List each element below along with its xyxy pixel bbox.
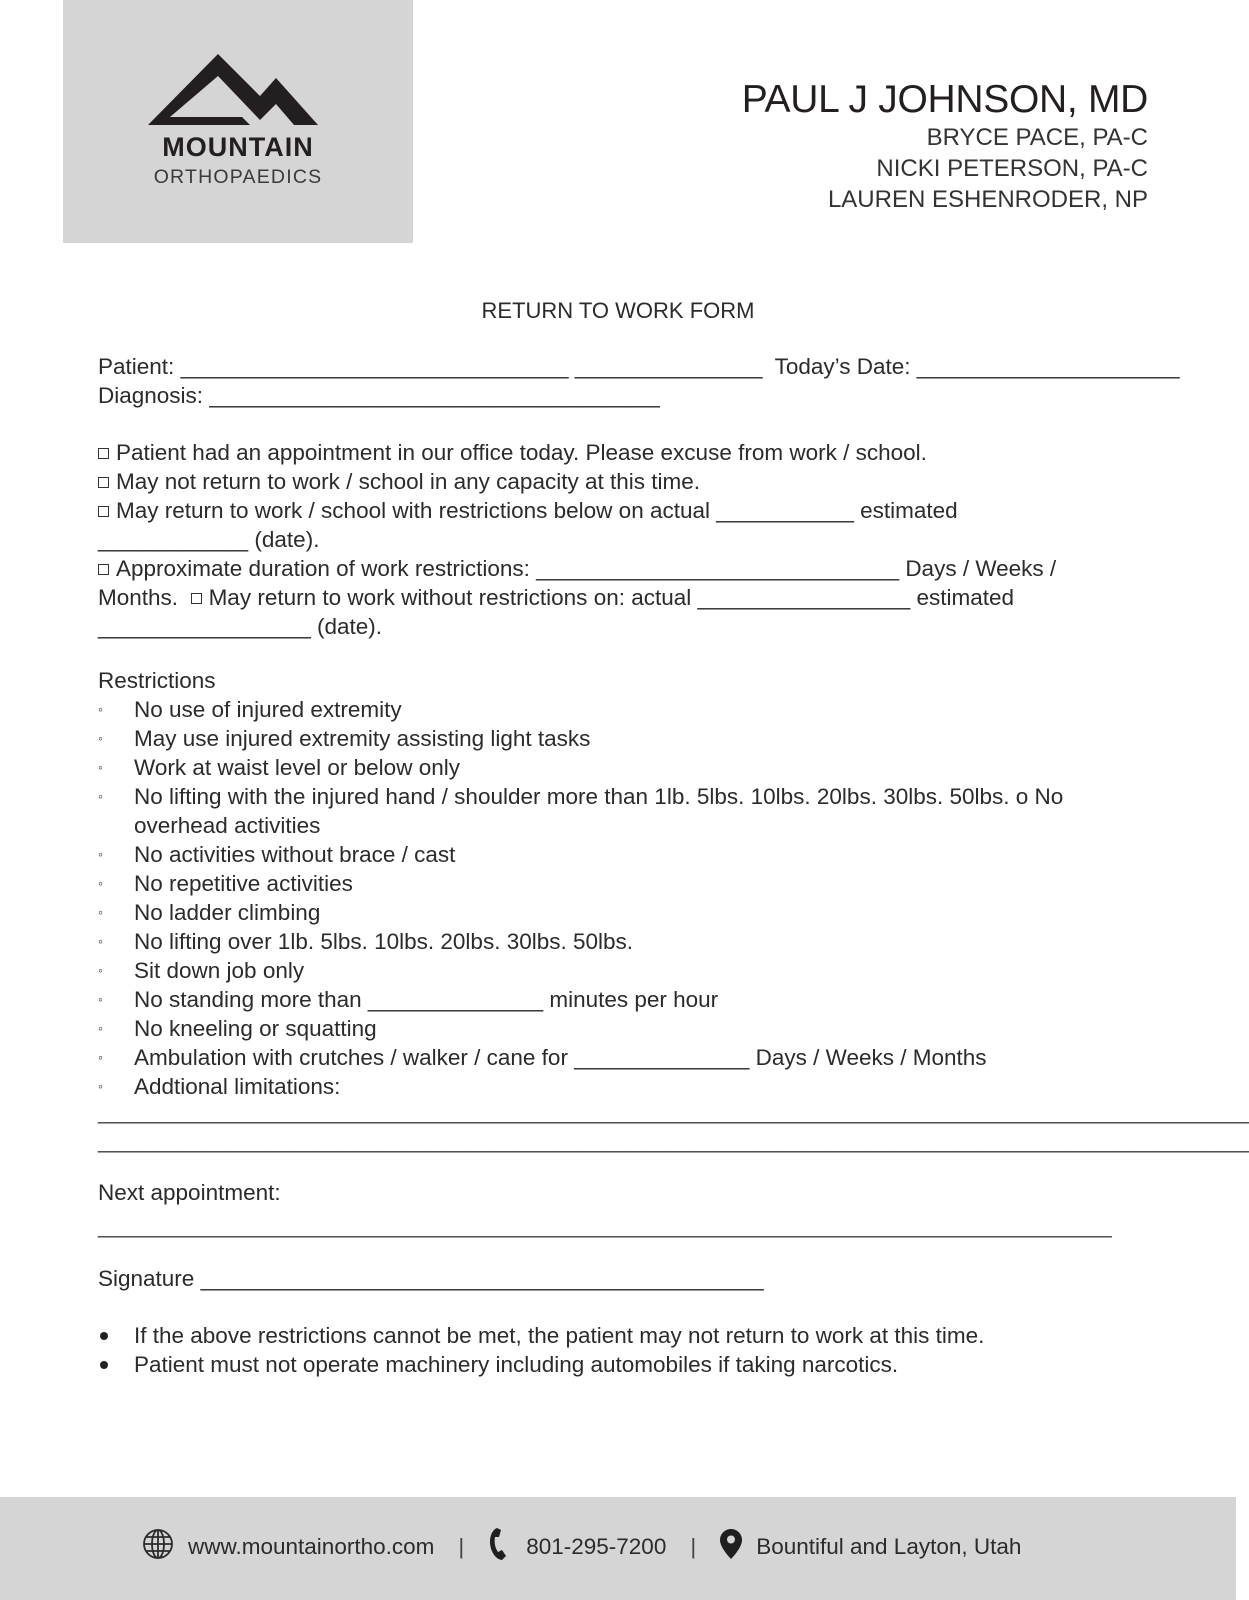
restriction-item[interactable] — [98, 898, 1148, 927]
phone-icon — [488, 1527, 512, 1567]
restriction-label: No standing more than ______________ minutes per hour — [134, 987, 719, 1012]
restriction-label: No repetitive activities — [134, 871, 353, 896]
circle-bullet-icon: ◦ — [98, 846, 103, 862]
option-label: Patient had an appointment in our office today. Please excuse from work / school. — [116, 440, 927, 465]
option-no-return — [98, 467, 1148, 496]
additional-limitations-lines — [98, 1097, 1249, 1155]
restrictions-header: Restrictions — [98, 668, 216, 693]
bullet-icon — [100, 1361, 108, 1369]
phone-number[interactable]: 801-295-7200 — [526, 1534, 667, 1559]
provider-item: BRYCE PACE, PA-C — [926, 124, 1148, 151]
circle-bullet-icon: ◦ — [98, 962, 103, 978]
note-text: If the above restrictions cannot be met, the patient may not return to work at this time. — [134, 1323, 985, 1348]
restriction-label: No activities without brace / cast — [134, 842, 456, 867]
next-appointment-label: Next appointment: — [98, 1180, 281, 1205]
option-label: May return to work / school with restrictions below on actual ___________ estimated — [116, 498, 958, 523]
note-item — [98, 1321, 1148, 1350]
checkbox[interactable] — [98, 506, 109, 517]
patient-label: Patient: — [98, 354, 175, 379]
checkbox[interactable] — [98, 564, 109, 575]
restriction-item[interactable] — [98, 724, 1148, 753]
provider-item: LAUREN ESHENRODER, NP — [827, 186, 1148, 213]
circle-bullet-icon: ◦ — [98, 759, 103, 775]
option-label: May return to work without restrictions on: actual _________________ estimated — [208, 585, 1015, 610]
restriction-label: No ladder climbing — [134, 900, 321, 925]
circle-bullet-icon: ◦ — [98, 701, 103, 717]
todays-date-label: Today’s Date: — [774, 354, 911, 379]
option-return-with-restrictions — [98, 496, 1148, 525]
checkbox[interactable] — [98, 477, 109, 488]
footer-separator: | — [458, 1534, 465, 1559]
restriction-label: No lifting over 1lb. 5lbs. 10lbs. 20lbs. 30lbs. 50lbs. — [134, 929, 634, 954]
restriction-item[interactable] — [98, 1043, 1148, 1072]
restriction-item[interactable] — [98, 869, 1148, 898]
signature-label: Signature — [98, 1266, 195, 1291]
website-link[interactable]: www.mountainortho.com — [188, 1534, 435, 1559]
circle-bullet-icon: ◦ — [98, 1020, 103, 1036]
circle-bullet-icon: ◦ — [98, 1078, 103, 1094]
restriction-label: Addtional limitations: — [134, 1074, 341, 1099]
restriction-item[interactable] — [98, 985, 1148, 1014]
circle-bullet-icon: ◦ — [98, 788, 103, 804]
note-item — [98, 1350, 1148, 1379]
option-label: Months. — [98, 585, 179, 610]
patient-row — [98, 352, 1180, 381]
footer — [0, 1497, 1236, 1600]
provider-list — [742, 78, 1148, 215]
option-return-without-restrictions-date[interactable]: _________________ (date). — [98, 614, 383, 639]
restriction-item[interactable] — [98, 695, 1148, 724]
notes-list — [98, 1321, 1148, 1379]
additional-limitations-field-1[interactable]: ____________________________________________________________________________________________ — [98, 1099, 1249, 1124]
restriction-label: May use injured extremity assisting light tasks — [134, 726, 591, 751]
diagnosis-label: Diagnosis: — [98, 383, 204, 408]
next-appointment-field[interactable]: _________________________________________________________________________________ — [98, 1213, 1112, 1238]
form-title: RETURN TO WORK FORM — [481, 298, 755, 323]
option-duration — [98, 554, 1148, 583]
circle-bullet-icon: ◦ — [98, 1049, 103, 1065]
status-options — [98, 438, 1148, 641]
option-label: Approximate duration of work restrictions: _____________________________ Days / Weeks / — [116, 556, 1057, 581]
provider-primary: PAUL J JOHNSON, MD — [741, 78, 1148, 121]
map-pin-icon — [720, 1529, 742, 1565]
diagnosis-field[interactable]: ____________________________________ — [209, 383, 660, 408]
mountain-logo-icon — [148, 54, 318, 126]
circle-bullet-icon: ◦ — [98, 730, 103, 746]
option-return-with-restrictions-date[interactable]: ____________ (date). — [98, 527, 320, 552]
option-label: May not return to work / school in any capacity at this time. — [116, 469, 701, 494]
restriction-label: Sit down job only — [134, 958, 305, 983]
restriction-label: No lifting with the injured hand / shoulder more than 1lb. 5lbs. 10lbs. 20lbs. 30lbs. 50lbs. o No overhead activities — [134, 784, 1064, 838]
provider-item: NICKI PETERSON, PA-C — [876, 155, 1148, 182]
restriction-label: No use of injured extremity — [134, 697, 402, 722]
restrictions-section — [98, 666, 1148, 1101]
location-text: Bountiful and Layton, Utah — [756, 1534, 1022, 1559]
todays-date-field[interactable]: _____________________ — [916, 354, 1180, 379]
restriction-item[interactable] — [98, 840, 1148, 869]
option-return-without-restrictions — [98, 583, 1148, 612]
circle-bullet-icon: ◦ — [98, 933, 103, 949]
circle-bullet-icon: ◦ — [98, 875, 103, 891]
restriction-label: Ambulation with crutches / walker / cane for ______________ Days / Weeks / Months — [134, 1045, 987, 1070]
footer-contact — [142, 1527, 1021, 1567]
notes-section — [98, 1321, 1148, 1379]
signature-field[interactable]: _____________________________________________ — [200, 1266, 764, 1291]
next-appointment-section — [98, 1178, 1148, 1240]
note-text: Patient must not operate machinery including automobiles if taking narcotics. — [134, 1352, 899, 1377]
patient-extra-field[interactable]: _______________ — [574, 354, 763, 379]
circle-bullet-icon: ◦ — [98, 904, 103, 920]
signature-section — [98, 1264, 1148, 1293]
option-excuse — [98, 438, 1148, 467]
restriction-label: No kneeling or squatting — [134, 1016, 377, 1041]
restriction-item[interactable] — [98, 956, 1148, 985]
restrictions-list — [98, 695, 1148, 1101]
restriction-item[interactable] — [98, 753, 1148, 782]
patient-name-field[interactable]: _______________________________ — [180, 354, 569, 379]
additional-limitations-field-2[interactable]: ____________________________________________________________________________________________ — [98, 1128, 1249, 1153]
restriction-label: Work at waist level or below only — [134, 755, 460, 780]
checkbox[interactable] — [98, 448, 109, 459]
logo-wordmark-secondary: ORTHOPAEDICS — [153, 166, 323, 188]
diagnosis-row — [98, 381, 1180, 410]
patient-info-section — [98, 352, 1180, 410]
logo-wordmark-primary: MOUNTAIN — [162, 132, 314, 162]
bullet-icon — [100, 1332, 108, 1340]
restriction-item[interactable] — [98, 927, 1148, 956]
restriction-item[interactable] — [98, 1014, 1148, 1043]
footer-separator: | — [690, 1534, 697, 1559]
logo-block — [63, 0, 413, 243]
restriction-item[interactable] — [98, 782, 1128, 840]
globe-icon — [142, 1528, 174, 1566]
checkbox[interactable] — [191, 593, 202, 604]
circle-bullet-icon: ◦ — [98, 991, 103, 1007]
